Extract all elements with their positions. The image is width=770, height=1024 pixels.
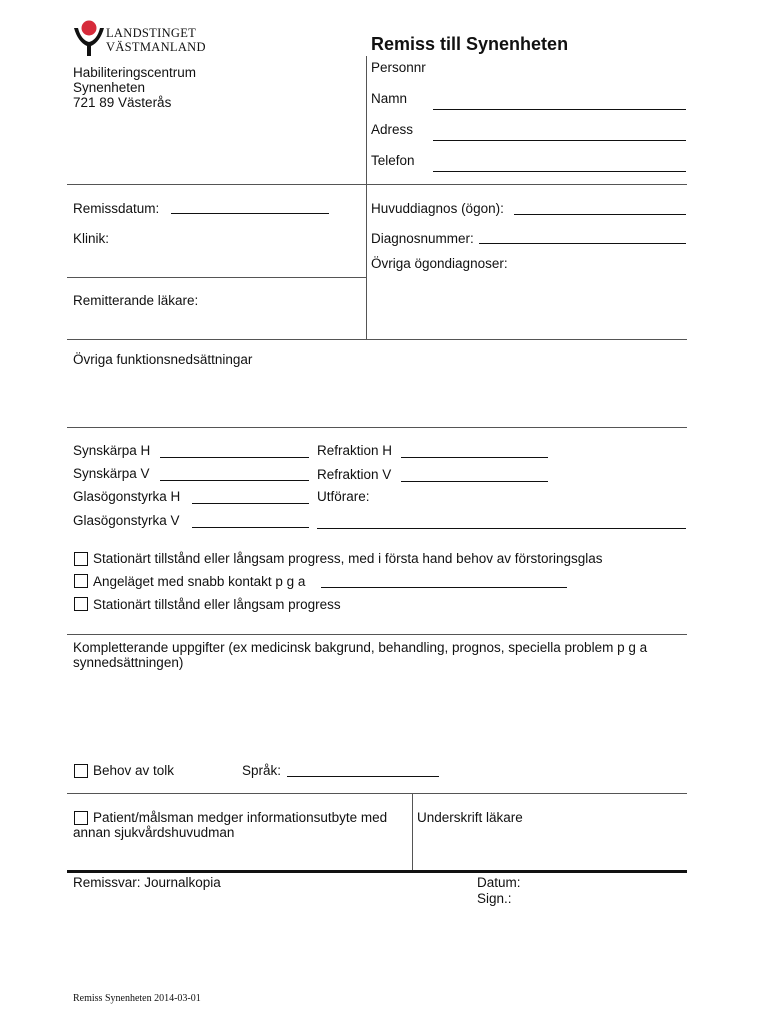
opt2-label: Angeläget med snabb kontakt p g a xyxy=(93,574,306,589)
opt2-checkbox[interactable] xyxy=(74,574,88,588)
glas-h-label: Glasögonstyrka H xyxy=(73,489,181,504)
adress-label: Adress xyxy=(371,122,414,137)
synskarpa-v-label: Synskärpa V xyxy=(73,466,150,481)
divider xyxy=(412,793,413,871)
consent-line1: Patient/målsman medger informationsutbyte med xyxy=(93,810,388,825)
synskarpa-h-field[interactable] xyxy=(160,457,309,458)
synskarpa-h-label: Synskärpa H xyxy=(73,443,151,458)
consent-line2: annan sjukvårdshuvudman xyxy=(73,825,235,840)
namn-field[interactable] xyxy=(433,109,686,110)
sprak-field[interactable] xyxy=(287,776,439,777)
glas-h-field[interactable] xyxy=(192,503,309,504)
thick-divider xyxy=(67,870,687,873)
namn-label: Namn xyxy=(371,91,408,106)
divider xyxy=(67,634,687,635)
refraktion-v-label: Refraktion V xyxy=(317,467,392,482)
landstinget-logo-icon xyxy=(72,20,106,58)
complement-line2: synnedsättningen) xyxy=(73,655,184,670)
address-line1: Habiliteringscentrum xyxy=(73,65,197,80)
remissdatum-label: Remissdatum: xyxy=(73,201,160,216)
opt2-reason-field[interactable] xyxy=(321,587,567,588)
synskarpa-v-field[interactable] xyxy=(160,480,309,481)
divider xyxy=(67,339,687,340)
address-line2: Synenheten xyxy=(73,80,146,95)
signature-label: Underskrift läkare xyxy=(417,810,523,825)
divider xyxy=(67,793,687,794)
divider xyxy=(67,184,687,185)
opt3-label: Stationärt tillstånd eller långsam progress xyxy=(93,597,341,612)
opt3-checkbox[interactable] xyxy=(74,597,88,611)
remissvar-label: Remissvar: Journalkopia xyxy=(73,875,221,890)
complement-line1: Kompletterande uppgifter (ex medicinsk bakgrund, behandling, prognos, speciella problem p g a xyxy=(73,640,648,655)
ovriga-diagnoser-label: Övriga ögondiagnoser: xyxy=(371,256,508,271)
refraktion-v-field[interactable] xyxy=(401,481,548,482)
logo-line2: VÄSTMANLAND xyxy=(106,40,206,54)
remissdatum-field[interactable] xyxy=(171,213,329,214)
address-line3: 721 89 Västerås xyxy=(73,95,172,110)
sprak-label: Språk: xyxy=(242,763,282,778)
opt1-checkbox[interactable] xyxy=(74,552,88,566)
tolk-label: Behov av tolk xyxy=(93,763,175,778)
divider xyxy=(67,427,687,428)
diagnosnummer-field[interactable] xyxy=(479,243,686,244)
utforare-label: Utförare: xyxy=(317,489,370,504)
refraktion-h-label: Refraktion H xyxy=(317,443,393,458)
opt1-label: Stationärt tillstånd eller långsam progress, med i första hand behov av förstoringsglas xyxy=(93,551,603,566)
glas-v-field[interactable] xyxy=(192,527,309,528)
glas-v-label: Glasögonstyrka V xyxy=(73,513,180,528)
telefon-label: Telefon xyxy=(371,153,415,168)
footer-text: Remiss Synenheten 2014-03-01 xyxy=(73,993,201,1004)
divider xyxy=(366,56,367,339)
huvuddiagnos-field[interactable] xyxy=(514,214,686,215)
logo-line1: LANDSTINGET xyxy=(106,26,197,40)
sign-label: Sign.: xyxy=(477,891,512,906)
tolk-checkbox[interactable] xyxy=(74,764,88,778)
huvuddiagnos-label: Huvuddiagnos (ögon): xyxy=(371,201,504,216)
diagnosnummer-label: Diagnosnummer: xyxy=(371,231,474,246)
personnr-label: Personnr xyxy=(371,60,426,75)
divider xyxy=(67,277,366,278)
logo xyxy=(72,20,212,60)
klinik-label: Klinik: xyxy=(73,231,110,246)
utforare-field[interactable] xyxy=(317,528,686,529)
adress-field[interactable] xyxy=(433,140,686,141)
datum-label: Datum: xyxy=(477,875,521,890)
telefon-field[interactable] xyxy=(433,171,686,172)
page-title: Remiss till Synenheten xyxy=(371,34,569,54)
consent-checkbox[interactable] xyxy=(74,811,88,825)
remitterande-label: Remitterande läkare: xyxy=(73,293,199,308)
functions-label: Övriga funktionsnedsättningar xyxy=(73,352,253,367)
refraktion-h-field[interactable] xyxy=(401,457,548,458)
